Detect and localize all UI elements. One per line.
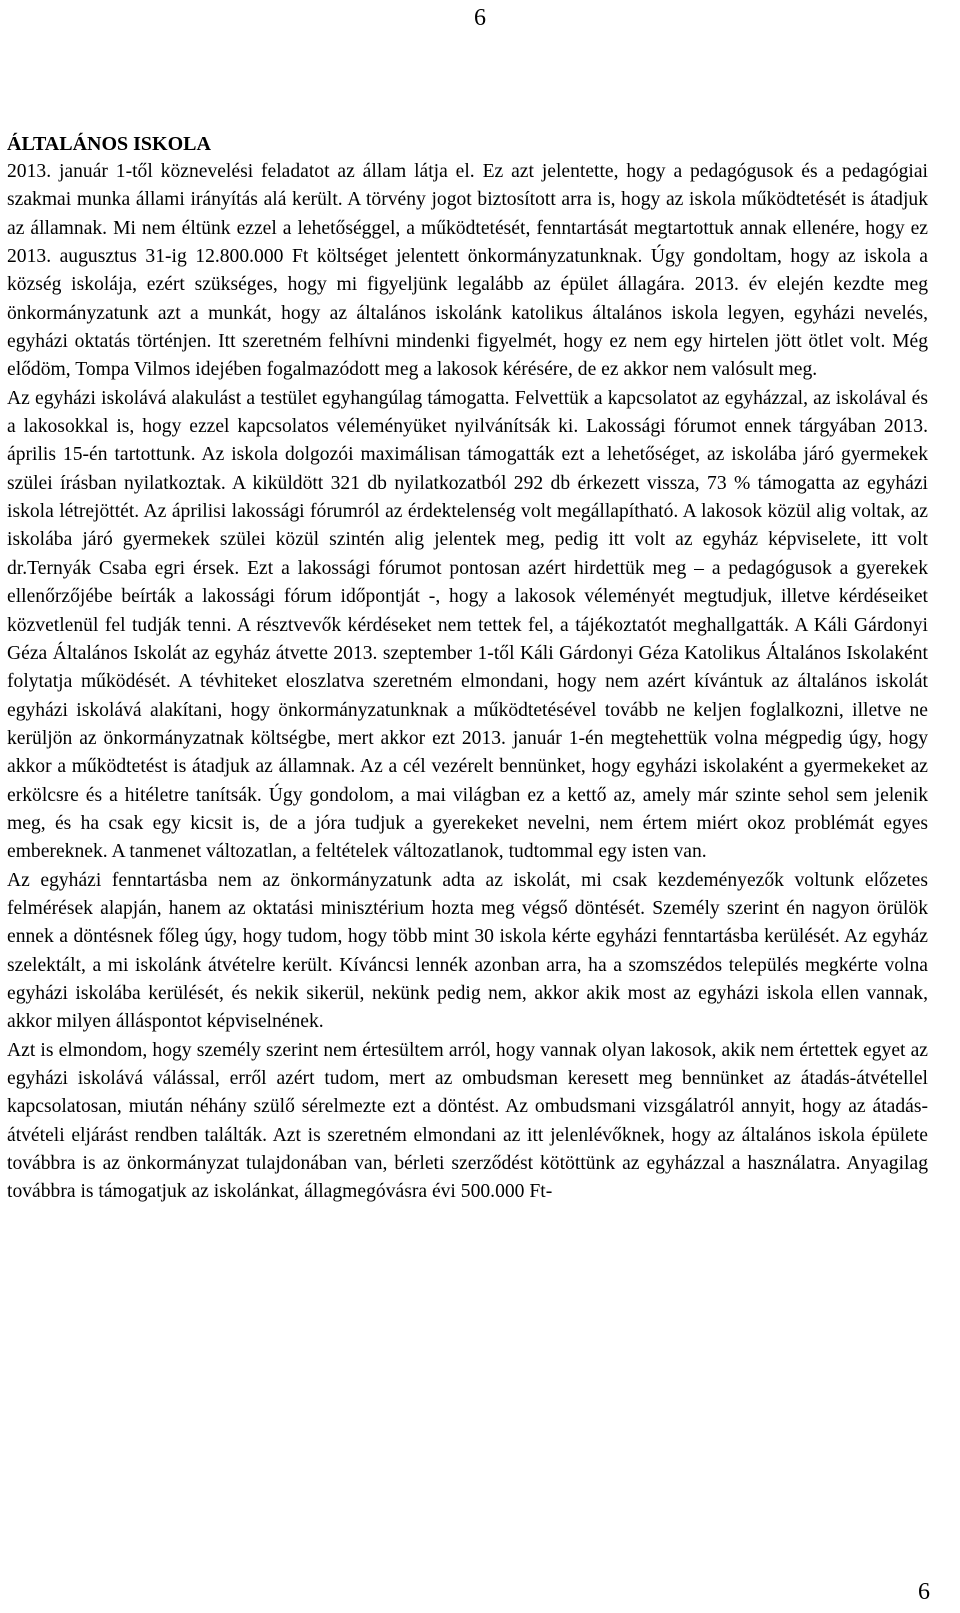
paragraph-1: 2013. január 1-től köznevelési feladatot az állam látja el. Ez azt jelentette, hogy a pedagógusok és a pedagógiai szakmai munka állami irányítás alá került. A törvény jogot biztosított arra is, hogy az iskola működtetését is átadjuk az államnak. Mi nem éltünk ezzel a lehetőséggel, a működtetését, fenntartását megtartottuk annak ellenére, hogy ez 2013. augusztus 31-ig 12.800.000 Ft költséget jelentett önkormányzatunknak. Úgy gondoltam, hogy az iskola a község iskolája, ezért szükséges, hogy mi figyeljünk legalább az épület állagára. 2013. év elején kezdte meg önkormányzatunk azt a munkát, hogy az általános iskolánk katolikus általános iskola legyen, egyházi nevelés, egyházi oktatás történjen. Itt szeretném felhívni mindenki figyelmét, hogy ez nem egy hirtelen jött ötlet volt. Még elődöm, Tompa Vilmos idejében fogalmazódott meg a lakosok kérésére, de ez akkor nem valósult meg. [7, 161, 928, 381]
paragraph-4: Azt is elmondom, hogy személy szerint nem értesültem arról, hogy vannak olyan lakosok, akik nem értettek egyet az egyházi iskolává válással, erről azért tudom, mert az ombudsman keresett meg bennünket az átadás-átvétellel kapcsolatosan, miután néhány szülő sérelmezte ezt a döntést. Az ombudsmani vizsgálatról annyit, hogy az átadás-átvételi eljárást rendben találták. Azt is szeretném elmondani az itt jelenlévőknek, hogy az általános iskola épülete továbbra is az önkormányzat tulajdonában van, bérleti szerződést kötöttünk az egyházzal a használatra. Anyagilag továbbra is támogatjuk az iskolánkat, állagmegóvásra évi 500.000 Ft- [7, 1039, 928, 1203]
paragraph-3: Az egyházi fenntartásba nem az önkormányzatunk adta az iskolát, mi csak kezdeményezők voltunk előzetes felmérések alapján, hanem az oktatási minisztérium hozta meg végső döntését. Személy szerint én nagyon örülök ennek a döntésnek főleg úgy, hogy tudom, hogy több mint 30 iskola kérte egyházi fenntartásba kerülését. Az egyház szelektált, a mi iskolánk átvételre került. Kíváncsi lennék azonban arra, ha a szomszédos település megkérte volna egyházi iskolába kerülését, és nekik sikerül, nekünk pedig nem, akkor akik most az egyházi iskola ellen vannak, akkor milyen álláspontot képviselnének. [7, 869, 928, 1033]
page-number-bottom: 6 [918, 1579, 930, 1605]
paragraph-2: Az egyházi iskolává alakulást a testület egyhangúlag támogatta. Felvettük a kapcsolatot az egyházzal, az iskolával és a lakosokkal is, hogy ezzel kapcsolatos véleményüket nyilvánítsák ki. Lakossági fórumot ennek tárgyában 2013. április 15-én tartottunk. Az iskola dolgozói maximálisan támogatták ezt a lehetőséget, az iskolába járó gyermekek szülei írásban nyilatkoztak. A kiküldött 321 db nyilatkozatból 292 db érkezett vissza, 73 % támogatta az egyházi iskola létrejöttét. Az áprilisi lakossági fórumról az érdektelenség volt megállapítható. A lakosok közül alig voltak, az iskolába járó gyermekek szülei közül szintén alig jelentek meg, pedig itt volt az egyház képviselete, itt volt dr.Ternyák Csaba egri érsek. Ezt a lakossági fórumot pontosan azért hirdettük meg – a pedagógusok a gyerekek ellenőrzőjébe beírták a lakossági fórum időpontját -, hogy a lakosok véleményét megtudjuk, illetve kérdéseiket közvetlenül fel tudják tenni. A résztvevők kérdéseket nem tettek fel, a tájékoztatót meghallgatták. A Káli Gárdonyi Géza Általános Iskolát az egyház átvette 2013. szeptember 1-től Káli Gárdonyi Géza Katolikus Általános Iskolaként folytatja működését. A tévhiteket eloszlatva szeretném elmondani, hogy nem azért kívántuk az általános iskolát egyházi iskolává alakítani, hogy önkormányzatunknak a működtetésével tovább ne keljen foglalkozni, illetve ne kerüljön az önkormányzatnak költségbe, mert akkor ezt 2013. január 1-én megtehettük volna mégpedig úgy, hogy akkor a működtetést is átadjuk az államnak. Az a cél vezérelt bennünket, hogy egyházi iskolaként a gyermekeket az erkölcsre és a hitéletre tanítsák. Úgy gondolom, a mai világban ez a kettő az, amely már szinte sehol sem jelenik meg, és ha csak egy kicsit is, de a jóra tudjuk a gyerekeket nevelni, nem értem miért okoz problémát egyes embereknek. A tanmenet változatlan, a feltételek változatlanok, tudtommal egy isten van. [7, 387, 928, 863]
section-title: ÁLTALÁNOS ISKOLA [7, 133, 211, 155]
page-number-top: 6 [474, 5, 486, 31]
document-body [7, 130, 928, 1207]
